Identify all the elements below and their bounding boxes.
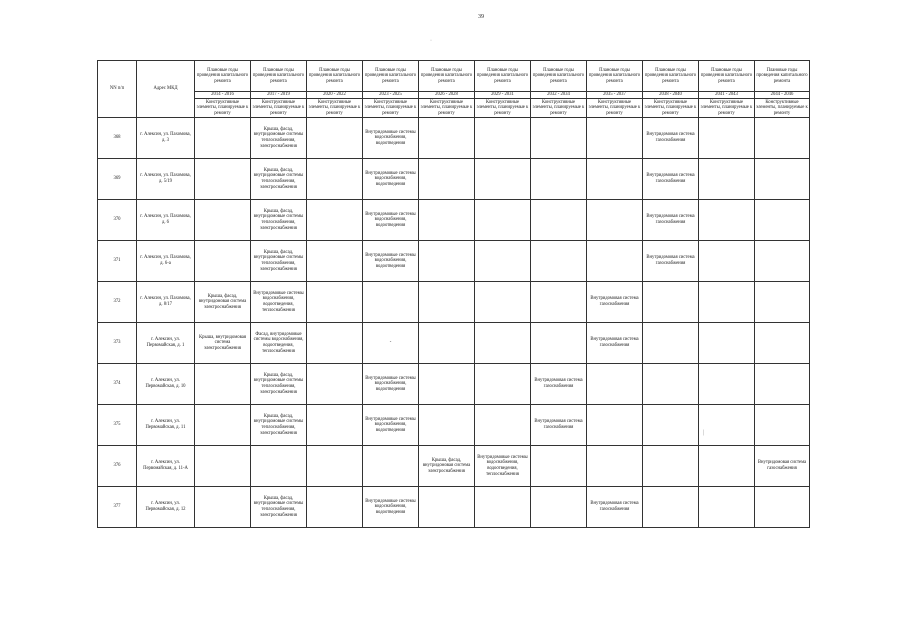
page-number: 39 xyxy=(478,14,484,20)
period-cell: Крыша, внутридомовая система электроснабжения xyxy=(195,323,251,364)
header-planned-years: Плановые годы проведения капитального ремонта xyxy=(195,61,251,92)
period-cell xyxy=(755,487,810,528)
header-period: 2044 - 2046 xyxy=(755,92,810,99)
period-cell xyxy=(419,405,475,446)
period-cell: Внутридомовая система газоснабжения xyxy=(643,159,699,200)
period-cell: Внутридомовые системы водоснабжения, водоотведения xyxy=(363,159,419,200)
period-cell: Внутридомовая система газоснабжения xyxy=(587,487,643,528)
header-elements: Конструктивные элементы, планируемые к ремонту xyxy=(195,99,251,118)
header-period: 2038 - 2040 xyxy=(643,92,699,99)
period-cell xyxy=(475,323,531,364)
period-cell xyxy=(531,241,587,282)
period-cell: Внутридомовая система газоснабжения xyxy=(531,405,587,446)
period-cell: Внутридомовые системы водоснабжения, водоотведения, теплоснабжения xyxy=(251,282,307,323)
row-number: 373 xyxy=(98,323,137,364)
table-row xyxy=(98,118,810,159)
period-cell xyxy=(419,487,475,528)
row-address: г. Алексин, ул. Пахомова, д. 6 xyxy=(137,200,195,241)
period-cell xyxy=(195,446,251,487)
period-cell xyxy=(531,282,587,323)
period-cell xyxy=(419,241,475,282)
period-cell: Крыша, фасад, внутридомовые системы теплоснабжения, электроснабжения xyxy=(251,200,307,241)
header-num: NN п/п xyxy=(98,61,137,118)
header-period: 2020 - 2022 xyxy=(307,92,363,99)
period-cell xyxy=(419,118,475,159)
period-cell: Крыша, фасад, внутридомовые системы теплоснабжения, электроснабжения xyxy=(251,405,307,446)
period-cell: Крыша, фасад, внутридомовые системы теплоснабжения, электроснабжения xyxy=(251,118,307,159)
period-cell xyxy=(475,282,531,323)
scan-dot: · xyxy=(430,38,432,44)
period-cell xyxy=(475,118,531,159)
period-cell xyxy=(307,200,363,241)
period-cell xyxy=(475,405,531,446)
period-cell xyxy=(419,282,475,323)
period-cell: Внутридомовая система газоснабжения xyxy=(531,364,587,405)
period-cell xyxy=(531,446,587,487)
table-row xyxy=(98,487,810,528)
header-period: 2035 - 2037 xyxy=(587,92,643,99)
header-period: 2017 - 2019 xyxy=(251,92,307,99)
period-cell xyxy=(699,159,755,200)
period-cell xyxy=(419,364,475,405)
row-address: г. Алексин, ул. Пахомова, д. 5/19 xyxy=(137,159,195,200)
period-cell xyxy=(755,159,810,200)
header-planned-years: Плановые годы проведения капитального ремонта xyxy=(475,61,531,92)
header-elements: Конструктивные элементы, планируемые к ремонту xyxy=(531,99,587,118)
period-cell xyxy=(195,405,251,446)
row-address: г. Алексин, ул. Первомайская, д. 10 xyxy=(137,364,195,405)
period-cell xyxy=(643,323,699,364)
period-cell: Внутридомовая система газоснабжения xyxy=(587,282,643,323)
period-cell xyxy=(643,282,699,323)
period-cell: Крыша, фасад, внутридомовая система электроснабжения xyxy=(195,282,251,323)
period-cell xyxy=(755,405,810,446)
period-cell xyxy=(643,487,699,528)
period-cell: Внутридомовая система газоснабжения xyxy=(755,446,810,487)
period-cell xyxy=(587,405,643,446)
period-cell xyxy=(363,446,419,487)
header-planned-years: Плановые годы проведения капитального ремонта xyxy=(307,61,363,92)
period-cell xyxy=(251,446,307,487)
period-cell xyxy=(419,159,475,200)
row-address: г. Алексин, ул. Первомайская, д. 12 xyxy=(137,487,195,528)
table-row xyxy=(98,241,810,282)
header-elements: Конструктивные элементы, планируемые к ремонту xyxy=(643,99,699,118)
period-cell xyxy=(755,118,810,159)
period-cell xyxy=(195,200,251,241)
period-cell xyxy=(307,159,363,200)
period-cell xyxy=(307,118,363,159)
row-number: 368 xyxy=(98,118,137,159)
period-cell xyxy=(307,364,363,405)
period-cell: Внутридомовые системы водоснабжения, водоотведения, теплоснабжения xyxy=(475,446,531,487)
period-cell xyxy=(587,364,643,405)
header-elements: Конструктивные элементы, планируемые к ремонту xyxy=(307,99,363,118)
header-period: 2032 - 2034 xyxy=(531,92,587,99)
period-cell xyxy=(643,446,699,487)
row-number: 377 xyxy=(98,487,137,528)
table-row xyxy=(98,282,810,323)
period-cell: Внутридомовая система газоснабжения xyxy=(643,200,699,241)
period-cell xyxy=(475,241,531,282)
period-cell xyxy=(699,282,755,323)
period-cell: Внутридомовая система газоснабжения xyxy=(643,118,699,159)
header-planned-years: Плановые годы проведения капитального ремонта xyxy=(531,61,587,92)
period-cell xyxy=(587,200,643,241)
period-cell xyxy=(587,241,643,282)
period-cell xyxy=(475,200,531,241)
scan-mark: | xyxy=(703,430,705,436)
period-cell xyxy=(195,159,251,200)
row-address: г. Алексин, ул. Пахомова, д. 6-а xyxy=(137,241,195,282)
period-cell xyxy=(531,159,587,200)
row-number: 371 xyxy=(98,241,137,282)
period-cell: Крыша, фасад, внутридомовые системы теплоснабжения, электроснабжения xyxy=(251,159,307,200)
period-cell: Внутридомовые системы водоснабжения, водоотведения xyxy=(363,405,419,446)
period-cell: Крыша, фасад, внутридомовые системы теплоснабжения, электроснабжения xyxy=(251,364,307,405)
period-cell xyxy=(307,446,363,487)
period-cell xyxy=(307,405,363,446)
period-cell: Внутридомовые системы водоснабжения, водоотведения xyxy=(363,241,419,282)
header-period: 2014 - 2016 xyxy=(195,92,251,99)
period-cell xyxy=(475,364,531,405)
row-address: г. Алексин, ул. Пахомова, д. 3 xyxy=(137,118,195,159)
header-planned-years: Плановые годы проведения капитального ремонта xyxy=(643,61,699,92)
period-cell xyxy=(475,487,531,528)
period-cell xyxy=(587,446,643,487)
table-row xyxy=(98,323,810,364)
period-cell xyxy=(531,118,587,159)
period-cell xyxy=(419,323,475,364)
row-number: 375 xyxy=(98,405,137,446)
period-cell: Фасад, внутридомовые системы водоснабжения, водоотведения, теплоснабжения xyxy=(251,323,307,364)
period-cell xyxy=(195,241,251,282)
row-address: г. Алексин, ул. Первомайская, д. 11 xyxy=(137,405,195,446)
period-cell: Крыша, фасад, внутридомовые системы теплоснабжения, электроснабжения xyxy=(251,241,307,282)
header-planned-years: Плановые годы проведения капитального ремонта xyxy=(419,61,475,92)
period-cell xyxy=(531,323,587,364)
header-planned-years: Плановые годы проведения капитального ремонта xyxy=(251,61,307,92)
header-elements: Конструктивные элементы, планируемые к ремонту xyxy=(251,99,307,118)
header-period: 2041 - 2043 xyxy=(699,92,755,99)
period-cell: Внутридомовые системы водоснабжения, водоотведения xyxy=(363,200,419,241)
table-row xyxy=(98,405,810,446)
period-cell: Внутридомовая система газоснабжения xyxy=(587,323,643,364)
period-cell: - xyxy=(363,323,419,364)
period-cell xyxy=(307,241,363,282)
header-planned-years: Плановые годы проведения капитального ремонта xyxy=(587,61,643,92)
period-cell xyxy=(307,282,363,323)
repair-schedule-table xyxy=(97,60,810,528)
row-number: 376 xyxy=(98,446,137,487)
row-address: г. Алексин, ул. Первомайская, д. 1 xyxy=(137,323,195,364)
header-elements: Конструктивные элементы, планируемые к ремонту xyxy=(587,99,643,118)
period-cell xyxy=(699,118,755,159)
period-cell xyxy=(587,118,643,159)
period-cell xyxy=(699,323,755,364)
table-row xyxy=(98,200,810,241)
header-period: 2026 - 2028 xyxy=(419,92,475,99)
period-cell xyxy=(363,282,419,323)
period-cell xyxy=(699,405,755,446)
period-cell xyxy=(699,200,755,241)
period-cell xyxy=(195,118,251,159)
period-cell xyxy=(755,241,810,282)
period-cell: Крыша, фасад, внутридомовые системы теплоснабжения, электроснабжения xyxy=(251,487,307,528)
header-planned-years: Плановые годы проведения капитального ремонта xyxy=(363,61,419,92)
period-cell xyxy=(307,487,363,528)
period-cell xyxy=(531,487,587,528)
row-number: 372 xyxy=(98,282,137,323)
period-cell xyxy=(475,159,531,200)
header-address: Адрес МКД xyxy=(137,61,195,118)
period-cell xyxy=(643,405,699,446)
row-number: 374 xyxy=(98,364,137,405)
period-cell xyxy=(755,200,810,241)
period-cell xyxy=(643,364,699,405)
table-row xyxy=(98,446,810,487)
period-cell xyxy=(755,323,810,364)
period-cell xyxy=(755,364,810,405)
header-elements: Конструктивные элементы, планируемые к ремонту xyxy=(756,99,808,116)
period-cell: Внутридомовые системы водоснабжения, водоотведения xyxy=(363,118,419,159)
table-row xyxy=(98,364,810,405)
period-cell: Внутридомовые системы водоснабжения, водоотведения xyxy=(363,487,419,528)
period-cell xyxy=(195,364,251,405)
period-cell xyxy=(531,200,587,241)
header-planned-years: Плановые годы проведения капитального ремонта xyxy=(755,61,810,92)
period-cell: Внутридомовая система газоснабжения xyxy=(643,241,699,282)
row-number: 370 xyxy=(98,200,137,241)
period-cell xyxy=(699,487,755,528)
header-elements: Конструктивные элементы, планируемые к ремонту xyxy=(363,99,419,118)
period-cell xyxy=(699,364,755,405)
header-elements: Конструктивные элементы, планируемые к ремонту xyxy=(419,99,475,118)
row-address: г. Алексин, ул. Пахомова, д. 8/17 xyxy=(137,282,195,323)
period-cell xyxy=(699,446,755,487)
period-cell xyxy=(195,487,251,528)
row-number: 369 xyxy=(98,159,137,200)
header-elements: Конструктивные элементы, планируемые к ремонту xyxy=(699,99,755,118)
period-cell xyxy=(587,159,643,200)
row-address: г. Алексин, ул. Первомайская, д. 11-А xyxy=(137,446,195,487)
period-cell xyxy=(307,323,363,364)
header-planned-years: Плановые годы проведения капитального ремонта xyxy=(699,61,755,92)
header-elements: Конструктивные элементы, планируемые к ремонту xyxy=(475,99,531,118)
period-cell xyxy=(419,200,475,241)
table-row xyxy=(98,159,810,200)
period-cell: Крыша, фасад, внутридомовая система электроснабжения xyxy=(419,446,475,487)
period-cell xyxy=(699,241,755,282)
header-period: 2023 - 2025 xyxy=(363,92,419,99)
period-cell xyxy=(755,282,810,323)
header-period: 2029 - 2031 xyxy=(475,92,531,99)
period-cell: Внутридомовые системы водоснабжения, водоотведения xyxy=(363,364,419,405)
